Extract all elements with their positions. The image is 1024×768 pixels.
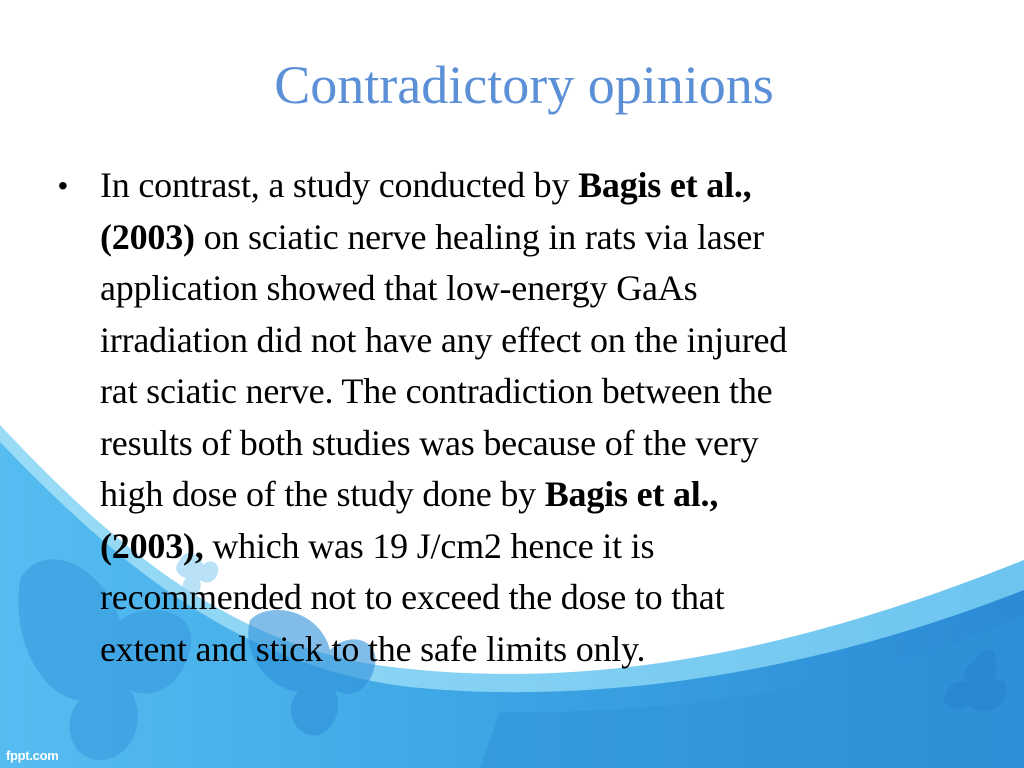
bullet-item — [58, 160, 958, 675]
citation-bold: (2003) — [100, 216, 195, 257]
slide-title: Contradictory opinions — [274, 55, 774, 115]
brand-watermark: fppt.com — [6, 748, 59, 763]
text-line — [100, 160, 958, 212]
text-line — [100, 521, 958, 573]
text-run: In contrast, a study conducted by — [100, 165, 579, 205]
text-line: rat sciatic nerve. The contradiction between the — [100, 371, 773, 411]
text-line: irradiation did not have any effect on the injured — [100, 319, 788, 360]
citation-bold: (2003), — [100, 525, 204, 566]
bullet-icon: • — [58, 170, 68, 201]
text-line — [100, 469, 958, 521]
text-run: on sciatic nerve healing in rats via laser — [194, 216, 764, 257]
text-line: results of both studies was because of the very — [100, 422, 759, 463]
text-line — [100, 212, 958, 264]
text-line: application showed that low-energy GaAs — [100, 268, 698, 308]
bullet-list — [58, 160, 958, 675]
text-line: recommended not to exceed the dose to that — [100, 577, 725, 617]
citation-bold: Bagis et al., — [578, 165, 752, 205]
citation-bold: Bagis et al., — [544, 474, 719, 514]
text-line: extent and stick to the safe limits only. — [100, 628, 646, 669]
text-run: which was 19 J/cm2 hence it is — [203, 525, 655, 566]
text-run: high dose of the study done by — [100, 474, 545, 514]
